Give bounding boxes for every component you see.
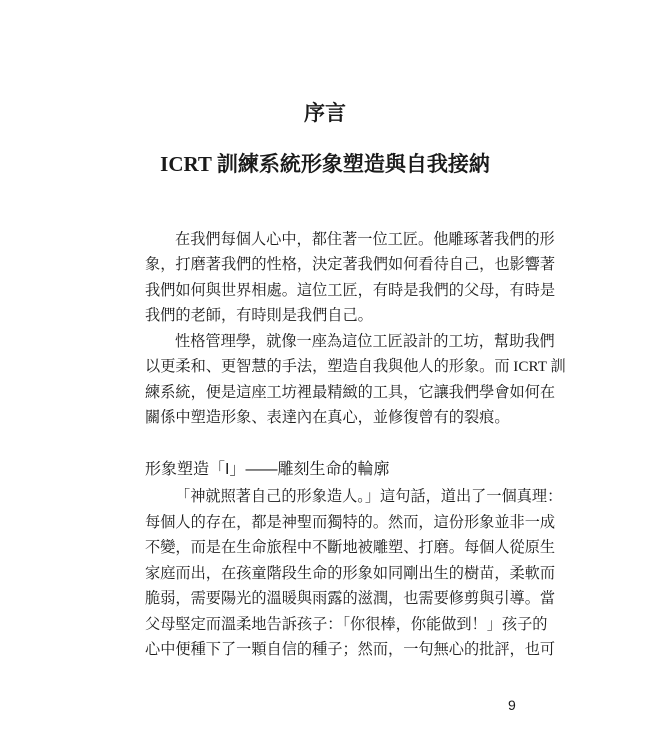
page-title: 序言 (304, 101, 346, 125)
page-subtitle: ICRT 訓練系統形象塑造與自我接納 (160, 152, 490, 176)
paragraph-line: 我們的老師，有時則是我們自己。 (145, 307, 373, 324)
paragraph-line: 我們如何與世界相處。這位工匠，有時是我們的父母，有時是 (145, 282, 556, 299)
paragraph-line: 每個人的存在，都是神聖而獨特的。然而，這份形象並非一成 (145, 514, 556, 531)
section-heading: 形象塑造「I」——雕刻生命的輪廓 (145, 461, 390, 478)
paragraph-line: 練系統，便是這座工坊裡最精緻的工具，它讓我們學會如何在 (145, 384, 556, 401)
paragraph-line: 脆弱，需要陽光的溫暖與雨露的滋潤，也需要修剪與引導。當 (145, 590, 556, 607)
paragraph-line: 不變，而是在生命旅程中不斷地被雕塑、打磨。每個人從原生 (145, 539, 556, 556)
paragraph-line: 家庭而出，在孩童階段生命的形象如同剛出生的樹苗，柔軟而 (145, 565, 556, 582)
paragraph-line: 在我們每個人心中，都住著一位工匠。他雕琢著我們的形 (175, 231, 555, 248)
paragraph-line: 父母堅定而溫柔地告訴孩子：「你很棒，你能做到！」孩子的 (145, 616, 548, 633)
paragraph-line: 「神就照著自己的形象造人。」這句話，道出了一個真理： (175, 488, 563, 505)
paragraph-line: 關係中塑造形象、表達內在真心，並修復曾有的裂痕。 (145, 409, 510, 426)
paragraph-line: 以更柔和、更智慧的手法，塑造自我與他人的形象。而 ICRT 訓 (145, 358, 566, 375)
paragraph-line: 象，打磨著我們的性格，決定著我們如何看待自己，也影響著 (145, 256, 556, 273)
page-number: 9 (508, 697, 516, 713)
paragraph-line: 心中便種下了一顆自信的種子；然而，一句無心的批評，也可 (145, 641, 556, 658)
paragraph-line: 性格管理學，就像一座為這位工匠設計的工坊，幫助我們 (175, 333, 555, 350)
